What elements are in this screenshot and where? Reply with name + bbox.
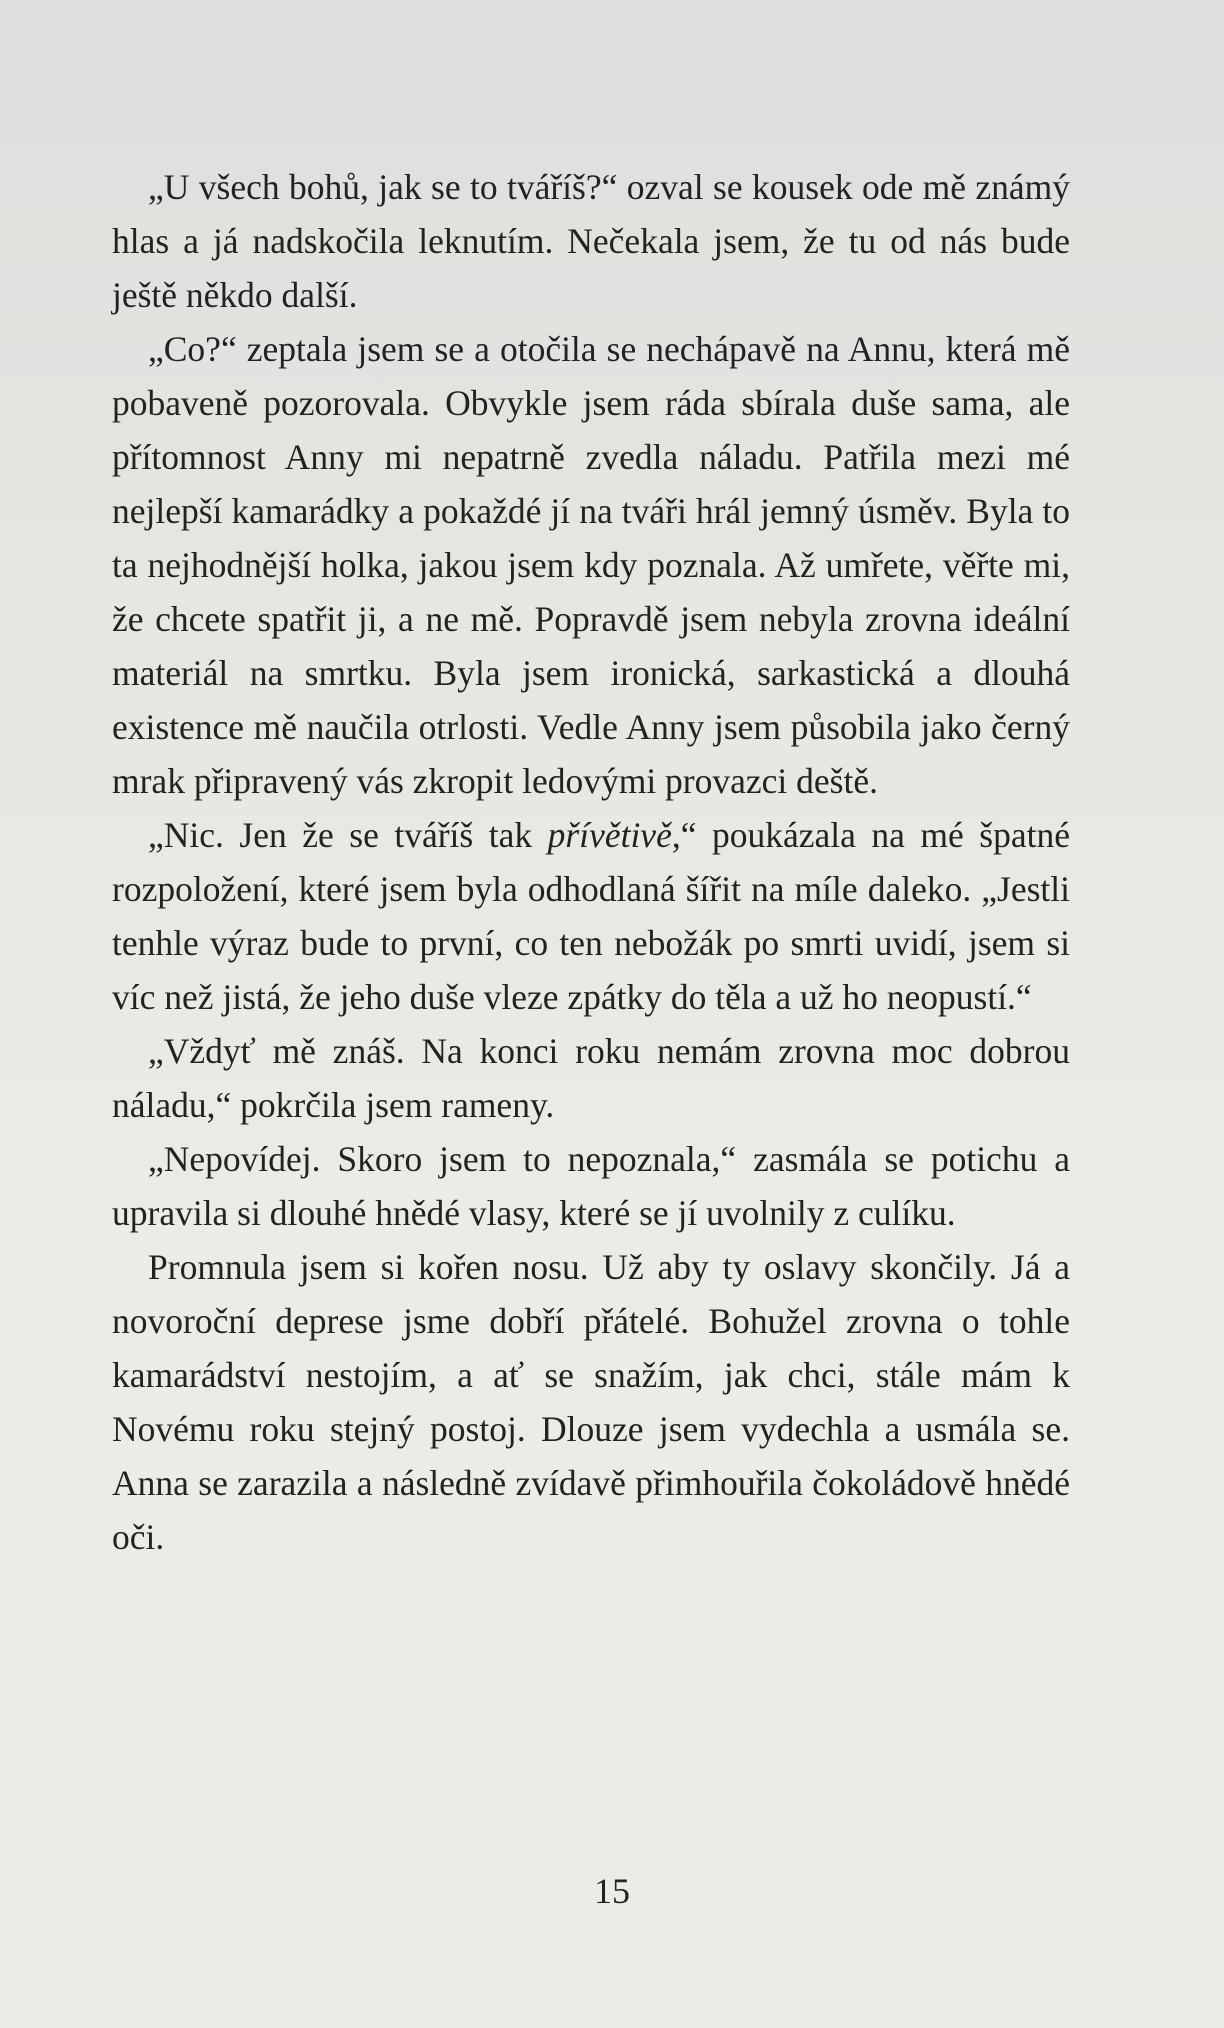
page-number: 15 <box>594 1871 630 1911</box>
paragraph-3-start: „Nic. Jen že se tváříš tak <box>148 815 548 855</box>
paragraph-3-end: ,“ poukázala na mé špatné rozpoložení, které jsem byla odhodlaná šířit na míle daleko. „Jestli tenhle výraz bude to první, co ten nebožák po smrti uvidí, jsem si víc než jistá, že jeho duše vleze zpátky do těla a už ho neopustí.“ <box>112 815 1070 1017</box>
italic-word: přívětivě <box>547 815 672 855</box>
paragraph-4: „Vždyť mě znáš. Na konci roku nemám zrovna moc dobrou náladu,“ pokrčila jsem rameny. <box>112 1031 1070 1125</box>
body-text <box>112 160 1070 1564</box>
paragraph-2: „Co?“ zeptala jsem se a otočila se nechápavě na Annu, která mě pobaveně pozorovala. Obvykle jsem ráda sbírala duše sama, ale přítomnost Anny mi nepatrně zvedla náladu. Patřila mezi mé nejlepší kamarádky a pokaždé jí na tváři hrál jemný úsměv. Byla to ta nejhodnější holka, jakou jsem kdy poznala. Až umřete, věřte mi, že chcete spatřit ji, a ne mě. Popravdě jsem nebyla zrovna ideální materiál na smrtku. Byla jsem ironická, sarkastická a dlouhá existence mě naučila otrlosti. Vedle Anny jsem působila jako černý mrak připravený vás zkropit ledovými provazci deště. <box>112 329 1070 801</box>
paragraph-3 <box>112 808 1070 1024</box>
paragraph-5: „Nepovídej. Skoro jsem to nepoznala,“ zasmála se potichu a upravila si dlouhé hnědé vlasy, které se jí uvolnily z culíku. <box>112 1139 1070 1233</box>
paragraph-6: Promnula jsem si kořen nosu. Už aby ty oslavy skončily. Já a novoroční deprese jsme dobří přátelé. Bohužel zrovna o tohle kamarádství nestojím, a ať se snažím, jak chci, stále mám k Novému roku stejný postoj. Dlouze jsem vydechla a usmála se. Anna se zarazila a následně zvídavě přimhouřila čokoládově hnědé oči. <box>112 1247 1070 1557</box>
paragraph-1: „U všech bohů, jak se to tváříš?“ ozval se kousek ode mě známý hlas a já nadskočila leknutím. Nečekala jsem, že tu od nás bude ještě někdo další. <box>112 167 1070 315</box>
